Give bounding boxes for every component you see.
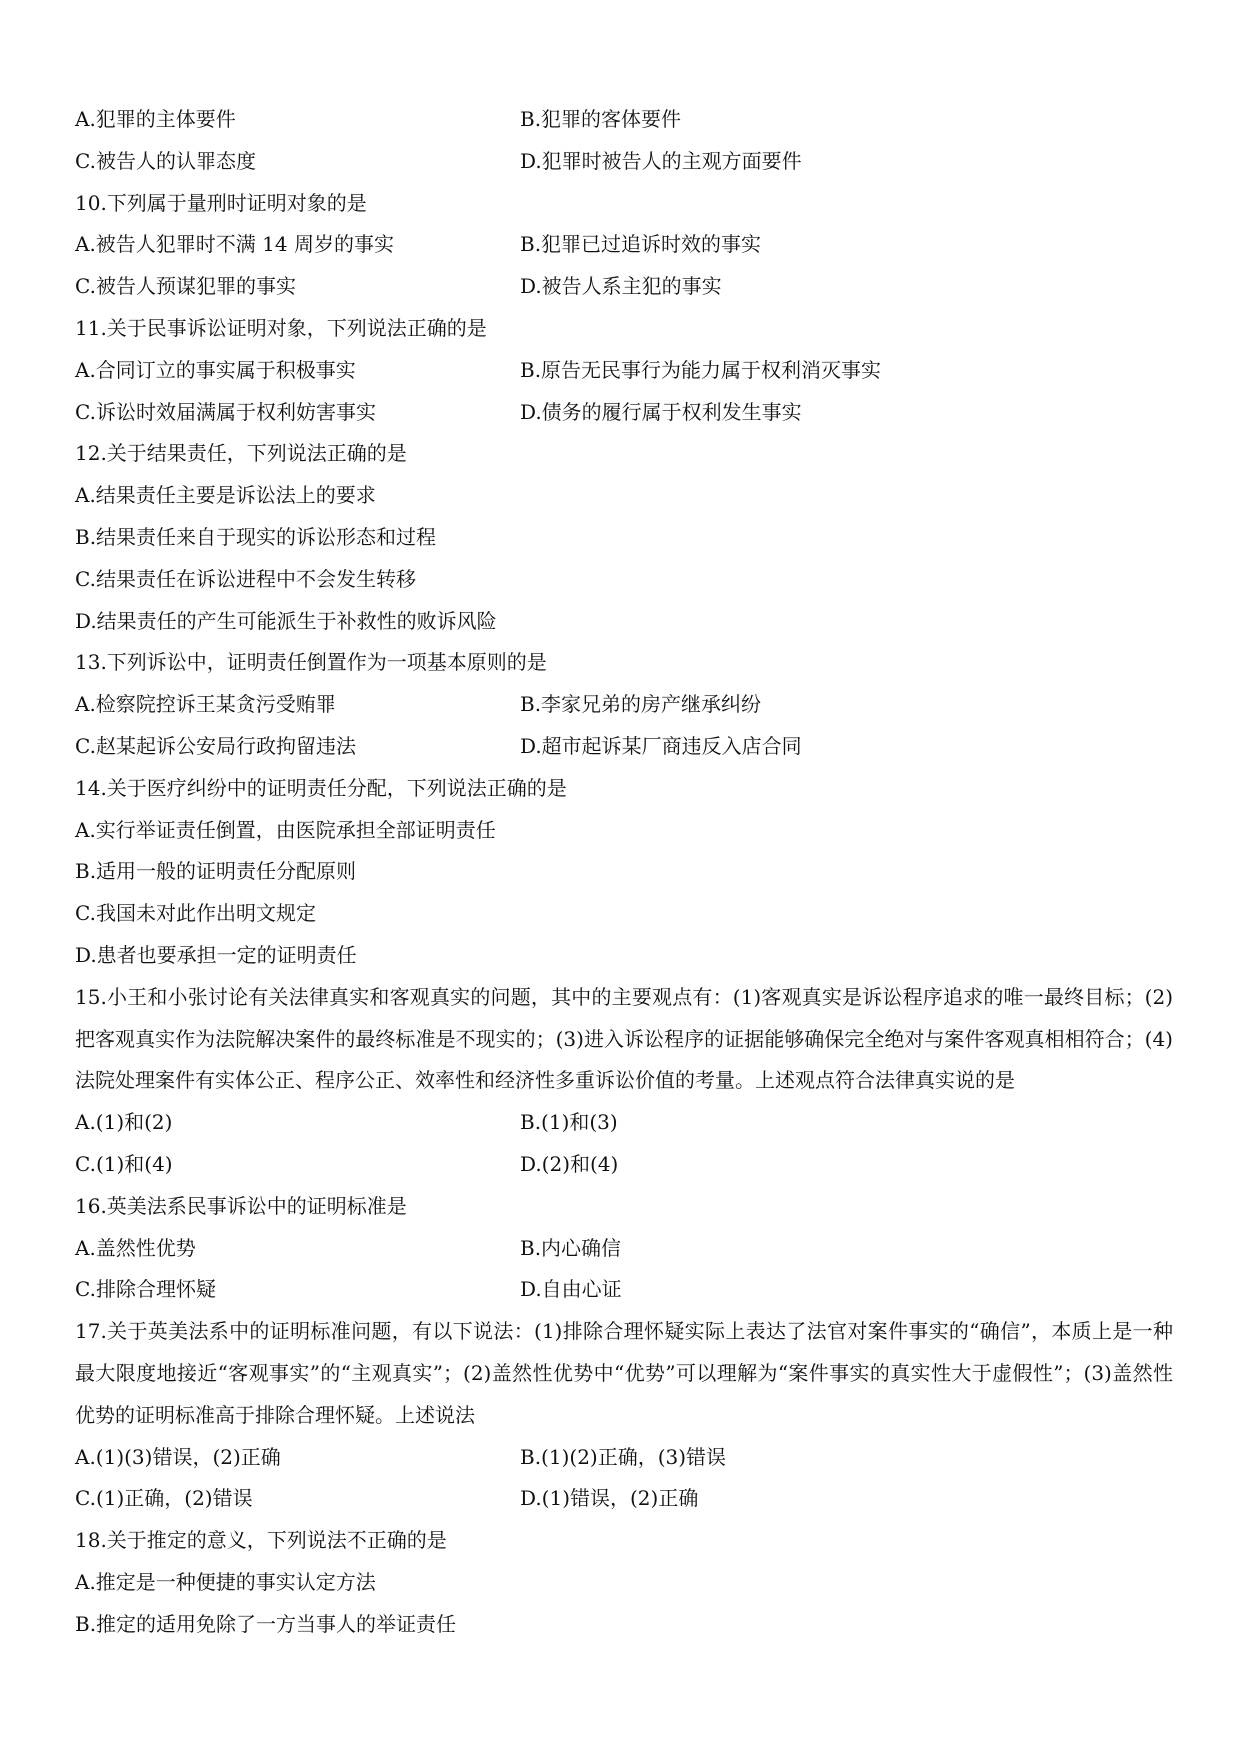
option-text: C.被告人预谋犯罪的事实 <box>75 274 296 299</box>
option-row <box>75 726 1173 768</box>
question-stem: 13.下列诉讼中，证明责任倒置作为一项基本原则的是 <box>75 650 547 675</box>
option-line: D.结果责任的产生可能派生于补救性的败诉风险 <box>75 608 497 633</box>
option-text: A.合同订立的事实属于积极事实 <box>75 357 356 382</box>
option-row <box>75 392 1173 434</box>
option-text: B.犯罪的客体要件 <box>520 107 682 131</box>
option-row <box>75 141 1173 183</box>
question-stem: 12.关于结果责任，下列说法正确的是 <box>75 441 407 466</box>
option-text: B.犯罪已过追诉时效的事实 <box>520 232 762 257</box>
option-row <box>75 1478 1173 1520</box>
option-line: A.实行举证责任倒置，由医院承担全部证明责任 <box>75 817 496 842</box>
question-stem-paragraph: 17.关于英美法系中的证明标准问题，有以下说法：(1)排除合理怀疑实际上表达了法官对案件事实的“确信”，本质上是一种最大限度地接近“客观事实”的“主观真实”；(2)盖然性优势中“优势”可以理解为“案件事实的真实性大于虚假性”；(3)盖然性优势的证明标准高于排除合理怀疑。上述说法 <box>75 1319 1173 1427</box>
option-text: B.内心确信 <box>520 1235 622 1260</box>
option-text: C.排除合理怀疑 <box>75 1277 216 1302</box>
option-text: D.(1)错误，(2)正确 <box>520 1486 699 1511</box>
option-row <box>75 1437 1173 1479</box>
option-text: B.李家兄弟的房产继承纠纷 <box>520 692 762 717</box>
question-stem-paragraph: 15.小王和小张讨论有关法律真实和客观真实的问题，其中的主要观点有：(1)客观真实是诉讼程序追求的唯一最终目标；(2)把客观真实作为法院解决案件的最终标准是不现实的；(3)进入诉讼程序的证据能够确保完全绝对与案件客观真相相符合；(4)法院处理案件有实体公正、程序公正、效率性和经济性多重诉讼价值的考量。上述观点符合法律真实说的是 <box>75 984 1173 1093</box>
option-line: B.适用一般的证明责任分配原则 <box>75 859 357 884</box>
option-text: C.被告人的认罪态度 <box>75 148 256 173</box>
option-text: B.(1)(2)正确，(3)错误 <box>520 1444 727 1469</box>
option-text: A.(1)(3)错误，(2)正确 <box>75 1444 281 1469</box>
option-text: A.检察院控诉王某贪污受贿罪 <box>75 692 336 717</box>
option-line: B.结果责任来自于现实的诉讼形态和过程 <box>75 524 437 549</box>
option-text: C.诉讼时效届满属于权利妨害事实 <box>75 399 376 424</box>
option-row <box>75 684 1173 726</box>
question-stem: 14.关于医疗纠纷中的证明责任分配，下列说法正确的是 <box>75 775 567 800</box>
option-text: A.犯罪的主体要件 <box>75 107 236 131</box>
option-text: D.被告人系主犯的事实 <box>520 274 722 299</box>
option-row <box>75 224 1173 266</box>
question-stem: 16.英美法系民事诉讼中的证明标准是 <box>75 1193 407 1218</box>
option-text: C.(1)正确，(2)错误 <box>75 1486 253 1511</box>
exam-page <box>75 99 1173 1645</box>
option-row <box>75 1269 1173 1311</box>
option-line: C.结果责任在诉讼进程中不会发生转移 <box>75 566 416 591</box>
option-text: D.犯罪时被告人的主观方面要件 <box>520 148 802 173</box>
option-text: B.(1)和(3) <box>520 1110 618 1135</box>
option-text: D.超市起诉某厂商违反入店合同 <box>520 733 802 758</box>
option-row <box>75 99 1173 141</box>
option-line: A.推定是一种便捷的事实认定方法 <box>75 1569 376 1594</box>
option-line: D.患者也要承担一定的证明责任 <box>75 942 357 967</box>
question-stem: 10.下列属于量刑时证明对象的是 <box>75 190 367 215</box>
option-line: C.我国未对此作出明文规定 <box>75 901 316 926</box>
option-text: B.原告无民事行为能力属于权利消灭事实 <box>520 357 882 382</box>
option-text: D.自由心证 <box>520 1277 622 1302</box>
option-row <box>75 1102 1173 1144</box>
option-row <box>75 266 1173 308</box>
option-text: C.(1)和(4) <box>75 1151 173 1176</box>
option-line: A.结果责任主要是诉讼法上的要求 <box>75 483 376 508</box>
option-text: A.(1)和(2) <box>75 1110 173 1135</box>
option-text: D.(2)和(4) <box>520 1151 619 1176</box>
option-row <box>75 350 1173 392</box>
option-text: A.盖然性优势 <box>75 1235 196 1260</box>
question-stem: 18.关于推定的意义，下列说法不正确的是 <box>75 1528 447 1553</box>
option-text: D.债务的履行属于权利发生事实 <box>520 399 802 424</box>
option-row <box>75 1228 1173 1270</box>
question-stem: 11.关于民事诉讼证明对象，下列说法正确的是 <box>75 315 487 340</box>
option-line: B.推定的适用免除了一方当事人的举证责任 <box>75 1611 457 1636</box>
option-text: A.被告人犯罪时不满 14 周岁的事实 <box>75 232 394 257</box>
option-row <box>75 1144 1173 1186</box>
option-text: C.赵某起诉公安局行政拘留违法 <box>75 733 356 758</box>
